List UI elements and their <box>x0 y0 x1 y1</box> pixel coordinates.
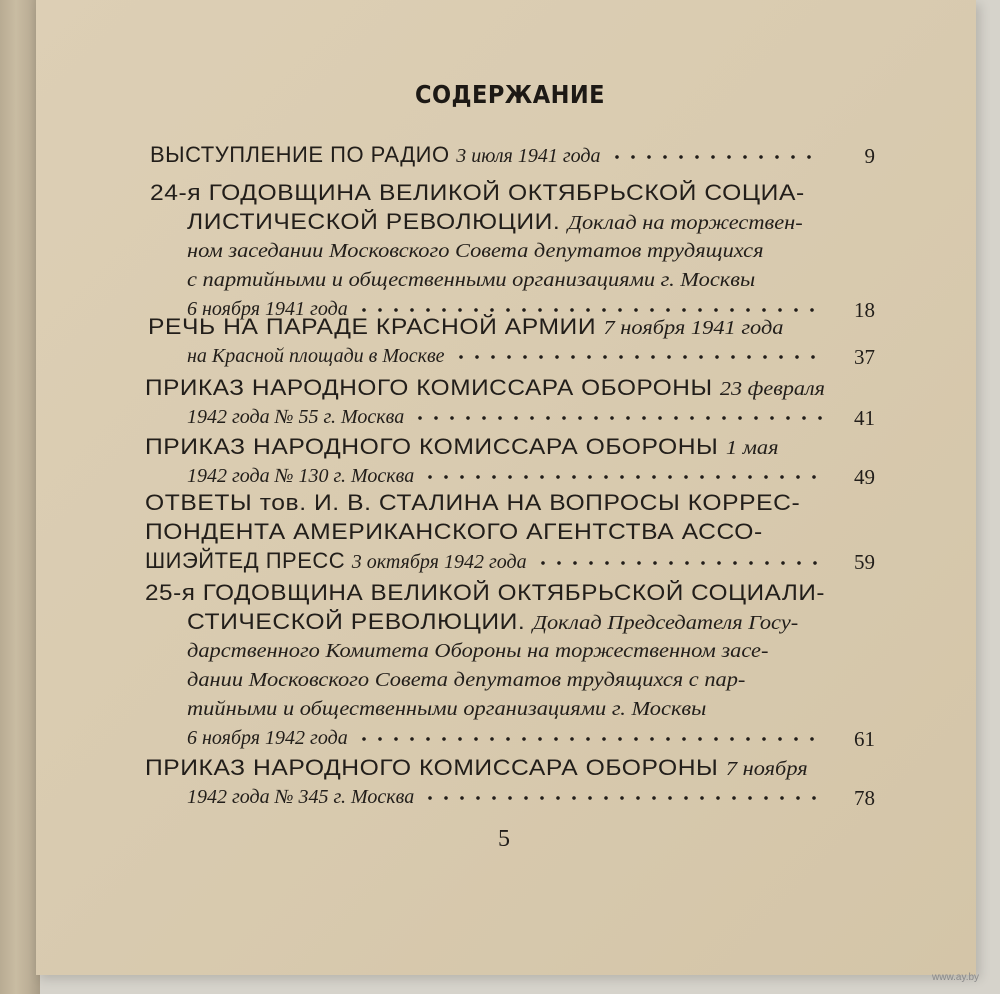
toc-detail-text: на Красной площади в Москве <box>187 345 445 367</box>
toc-line <box>187 267 755 293</box>
toc-line <box>145 548 823 575</box>
toc-line <box>145 755 808 782</box>
toc-detail-text: тийными и общественными организациями г. Москвы <box>187 698 707 720</box>
toc-page-number: 18 <box>854 298 875 322</box>
toc-title-text: ПРИКАЗ НАРОДНОГО КОМИССАРА ОБОРОНЫ <box>145 755 726 780</box>
toc-title-text: ЛИСТИЧЕСКОЙ РЕВОЛЮЦИИ. <box>187 209 568 234</box>
toc-line <box>187 638 768 664</box>
toc-title-text: ШИЭЙТЕД ПРЕСС <box>145 548 352 573</box>
toc-line <box>187 343 821 369</box>
toc-detail-text: ном заседании Московского Совета депутатов трудящихся <box>187 240 764 262</box>
page-folio-number: 5 <box>498 826 510 852</box>
toc-page-number: 49 <box>854 465 875 489</box>
toc-line <box>150 180 805 206</box>
toc-title-text: 24-я ГОДОВЩИНА ВЕЛИКОЙ ОКТЯБРЬСКОЙ СОЦИА- <box>150 180 805 205</box>
toc-detail-text: 1942 года № 55 г. Москва <box>187 406 405 428</box>
toc-detail-text: дании Московского Совета депутатов трудящихся с пар- <box>187 669 746 691</box>
toc-detail-text: Доклад на торжествен- <box>567 212 803 234</box>
toc-line <box>187 725 820 751</box>
toc-title-text: ПРИКАЗ НАРОДНОГО КОМИССАРА ОБОРОНЫ <box>145 434 726 459</box>
toc-line <box>145 519 763 545</box>
dot-leader <box>453 354 821 360</box>
dot-leader <box>609 154 817 160</box>
dot-leader <box>422 474 822 480</box>
toc-title-text: ВЫСТУПЛЕНИЕ ПО РАДИО <box>150 142 457 167</box>
toc-line <box>145 580 825 606</box>
toc-title-text: ОТВЕТЫ тов. И. В. СТАЛИНА НА ВОПРОСЫ КОРРЕС- <box>145 490 801 515</box>
toc-detail-text: 1942 года № 345 г. Москва <box>187 786 415 808</box>
toc-line <box>187 667 745 693</box>
toc-line <box>187 463 822 489</box>
book-gutter <box>0 0 40 994</box>
toc-detail-text: 6 ноября 1941 года <box>187 298 348 320</box>
toc-page-number: 9 <box>864 144 875 168</box>
dot-leader <box>356 736 820 742</box>
toc-detail-text: 1 мая <box>725 437 779 459</box>
toc-line <box>187 609 798 636</box>
toc-page-number: 78 <box>854 786 875 810</box>
toc-line <box>150 142 817 169</box>
toc-detail-text: 3 октября 1942 года <box>351 551 527 573</box>
toc-title-text: СТИЧЕСКОЙ РЕВОЛЮЦИИ. <box>187 609 533 634</box>
toc-line <box>187 209 803 236</box>
toc-detail-text: 23 февраля <box>719 378 825 400</box>
page-heading: СОДЕРЖАНИЕ <box>414 80 606 109</box>
toc-line <box>187 784 822 810</box>
toc-title-text: 25-я ГОДОВЩИНА ВЕЛИКОЙ ОКТЯБРЬСКОЙ СОЦИАЛИ- <box>145 580 825 605</box>
toc-detail-text: с партийными и общественными организациями г. Москвы <box>187 269 756 291</box>
dot-leader <box>356 307 820 313</box>
toc-detail-text: 7 ноября 1941 года <box>603 317 784 339</box>
toc-line <box>187 238 764 264</box>
dot-leader <box>412 415 828 421</box>
toc-detail-text: 7 ноября <box>725 758 808 780</box>
toc-page-number: 61 <box>854 727 875 751</box>
toc-page-number: 37 <box>854 345 875 369</box>
toc-detail-text: 1942 года № 130 г. Москва <box>187 465 415 487</box>
toc-line <box>145 434 779 461</box>
toc-line <box>148 314 783 341</box>
toc-detail-text: дарственного Комитета Обороны на торжественном засе- <box>187 640 769 662</box>
toc-detail-text: Доклад Председателя Госу- <box>532 612 799 634</box>
toc-line <box>145 490 800 516</box>
toc-line <box>145 375 825 402</box>
dot-leader <box>422 795 822 801</box>
watermark: www.ay.by <box>932 972 980 983</box>
toc-line <box>187 404 828 430</box>
toc-title-text: ПОНДЕНТА АМЕРИКАНСКОГО АГЕНТСТВА АССО- <box>145 519 763 544</box>
toc-page-number: 59 <box>854 550 875 574</box>
toc-detail-text: 3 июля 1941 года <box>456 145 601 167</box>
toc-line <box>187 696 706 722</box>
toc-title-text: РЕЧЬ НА ПАРАДЕ КРАСНОЙ АРМИИ <box>148 314 604 339</box>
toc-page-number: 41 <box>854 406 875 430</box>
toc-detail-text: 6 ноября 1942 года <box>187 727 348 749</box>
toc-title-text: ПРИКАЗ НАРОДНОГО КОМИССАРА ОБОРОНЫ <box>145 375 720 400</box>
dot-leader <box>535 560 823 566</box>
